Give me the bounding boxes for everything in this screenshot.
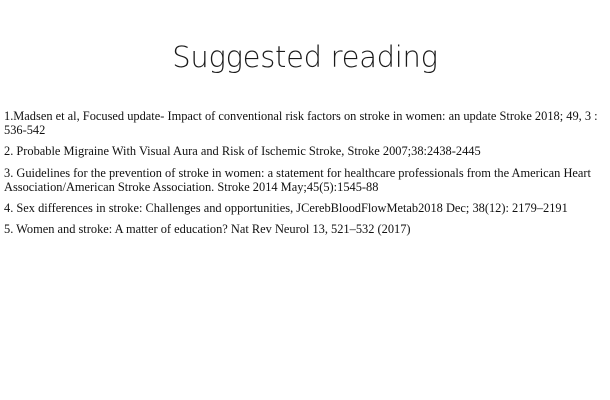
reference-list: [4, 109, 604, 243]
reference-item-3: 3. Guidelines for the prevention of stroke in women: a statement for healthcare professionals from the American Heart Association/American Stroke Association. Stroke 2014 May;45(5):1545-88: [4, 165, 591, 194]
reference-item-5: 5. Women and stroke: A matter of education? Nat Rev Neurol 13, 521–532 (2017): [4, 222, 411, 237]
slide-title: Suggested reading: [172, 40, 438, 74]
reference-item-1: 1.Madsen et al, Focused update- Impact of conventional risk factors on stroke in women: an update Stroke 2018; 49, 3 : 536-542: [4, 109, 598, 138]
reference-item-2: 2. Probable Migraine With Visual Aura and Risk of Ischemic Stroke, Stroke 2007;38:2438-2445: [4, 144, 481, 159]
reference-item-4: 4. Sex differences in stroke: Challenges and opportunities, JCerebBloodFlowMetab2018 Dec; 38(12): 2179–2191: [4, 201, 568, 216]
